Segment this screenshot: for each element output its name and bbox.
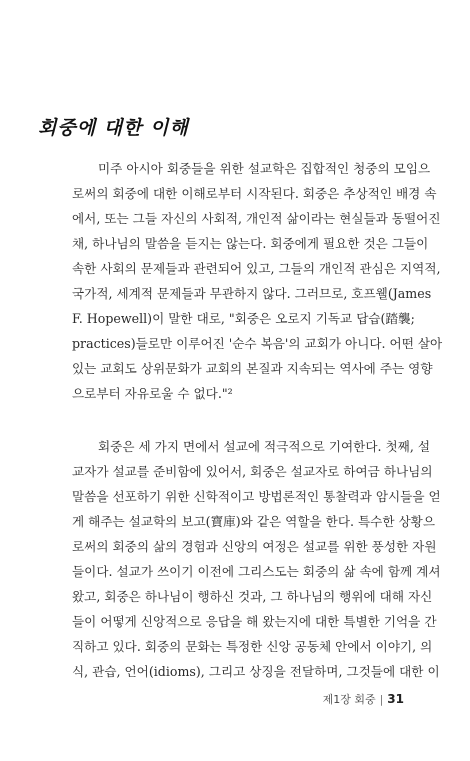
text-line: 속한 사회의 문제들과 관련되어 있고, 그들의 개인적 관심은 지역적, — [72, 261, 441, 276]
text-line: 미주 아시아 회중들을 위한 설교학은 집합적인 청중의 모임으 — [98, 161, 431, 176]
text-line: 말씀을 선포하기 위한 신학적이고 방법론적인 통찰력과 암시들을 얻 — [72, 489, 441, 504]
text-line: 에서, 또는 그들 자신의 사회적, 개인적 삶이라는 현실들과 동떨어진 — [72, 211, 441, 226]
running-chapter-title: 제1장 회중 — [322, 693, 376, 706]
page-footer — [323, 691, 404, 707]
text-line: 직하고 있다. 회중의 문화는 특정한 신앙 공동체 안에서 이야기, 의 — [72, 639, 433, 654]
footer-separator: | — [379, 693, 384, 706]
text-line: 국가적, 세계적 문제들과 무관하지 않다. 그러므로, 호프웰(James — [72, 286, 432, 301]
text-line: 왔고, 회중은 하나님이 행하신 것과, 그 하나님의 행위에 대해 자신 — [72, 589, 433, 604]
text-line: 채, 하나님의 말씀을 듣지는 않는다. 회중에게 필요한 것은 그들이 — [72, 236, 429, 251]
text-line: practices)들로만 이루어진 '순수 복음'의 교회가 아니다. 어떤 살아 — [72, 336, 443, 351]
page-number: 31 — [387, 692, 404, 706]
text-line: 교자가 설교를 준비함에 있어서, 회중은 설교자로 하여금 하나님의 — [72, 464, 433, 479]
paragraph-2 — [72, 434, 441, 684]
text-line: 게 해주는 설교학의 보고(寶庫)와 같은 역할을 한다. 특수한 상황으 — [72, 514, 436, 529]
paragraph-1 — [72, 156, 443, 406]
text-line: F. Hopewell)이 말한 대로, "회중은 오로지 기독교 답습(踏襲; — [72, 311, 415, 326]
text-line: 로써의 회중에 대한 이해로부터 시작된다. 회중은 추상적인 배경 속 — [72, 186, 437, 201]
section-title: 회중에 대한 이해 — [38, 117, 189, 139]
text-line: 으로부터 자유로울 수 없다."² — [72, 386, 233, 401]
text-line: 있는 교회도 상위문화가 교회의 본질과 지속되는 역사에 주는 영향 — [72, 361, 433, 376]
text-line: 들이다. 설교가 쓰이기 이전에 그리스도는 회중의 삶 속에 함께 계셔 — [72, 564, 441, 579]
text-line: 들이 어떻게 신앙적으로 응답을 해 왔는지에 대한 특별한 기억을 간 — [72, 614, 437, 629]
text-line: 로써의 회중의 삶의 경험과 신앙의 여정은 설교를 위한 풍성한 자원 — [72, 539, 437, 554]
text-line: 회중은 세 가지 면에서 설교에 적극적으로 기여한다. 첫째, 설 — [98, 439, 431, 454]
text-line: 식, 관습, 언어(idioms), 그리고 상징을 전달하며, 그것들에 대한 이 — [72, 664, 440, 679]
